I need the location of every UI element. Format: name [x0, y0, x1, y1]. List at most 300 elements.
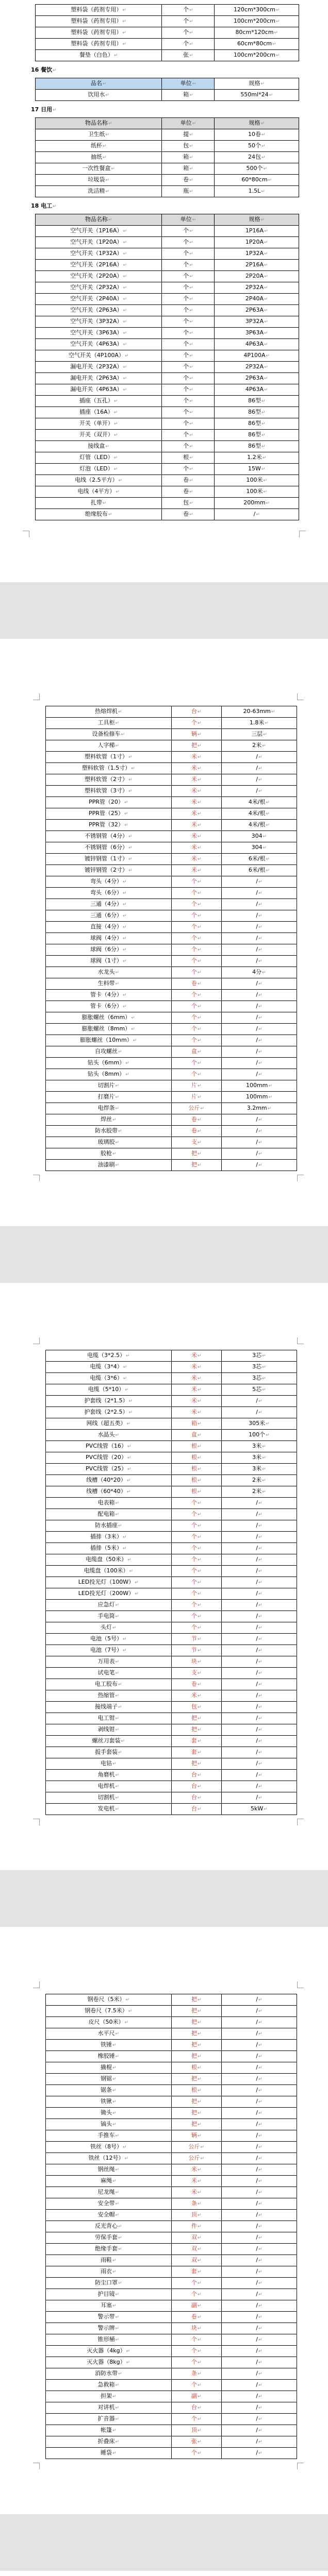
- unit-cell: 个 ↵: [162, 260, 215, 271]
- unit-cell: 个 ↵: [162, 226, 215, 237]
- unit-cell: 米 ↵: [171, 1384, 221, 1396]
- item-name-cell: 试电笔 ↵: [46, 1668, 172, 1679]
- table-row: [46, 2244, 297, 2255]
- table-row: [46, 2040, 297, 2051]
- item-name-cell: 塑料软管（2寸） ↵: [46, 774, 172, 786]
- unit-cell: 个 ↵: [171, 910, 221, 922]
- table-row: [46, 729, 297, 740]
- item-name-cell: 急救箱 ↵: [46, 2380, 172, 2391]
- item-name-cell: 插排（5米） ↵: [46, 1543, 172, 1554]
- item-name-cell: 锄头 ↵: [46, 2108, 172, 2119]
- unit-cell: 个 ↵: [162, 430, 215, 441]
- table-row: [46, 1362, 297, 1373]
- item-name-cell: 雨衣 ↵: [46, 2266, 172, 2278]
- spec-cell: / ↵: [221, 2051, 297, 2062]
- item-name-cell: 钢卷尺（7.5米） ↵: [46, 2006, 172, 2017]
- unit-cell: 套 ↵: [171, 1736, 221, 1747]
- item-name-cell: 油漆刷 ↵: [46, 1160, 172, 1171]
- table-row: [46, 1520, 297, 1532]
- spec-cell: / ↵: [221, 1148, 297, 1160]
- spec-cell: / ↵: [221, 1058, 297, 1069]
- unit-cell: 台 ↵: [171, 2402, 221, 2414]
- spec-cell: / ↵: [221, 876, 297, 888]
- item-name-cell: 三通（4分） ↵: [46, 899, 172, 910]
- unit-cell: 个 ↵: [162, 16, 215, 27]
- table-row: [46, 1012, 297, 1024]
- unit-cell: 个 ↵: [171, 1024, 221, 1035]
- unit-cell: 把 ↵: [171, 2108, 221, 2119]
- unit-cell: 个 ↵: [162, 362, 215, 373]
- table-row: [46, 2074, 297, 2085]
- table-row: [46, 1350, 297, 1362]
- item-name-cell: 塑料袋（药剂专用） ↵: [36, 39, 162, 50]
- table-row: [46, 774, 297, 786]
- unit-cell: 个 ↵: [171, 944, 221, 956]
- item-name-cell: 膨胀螺丝（6mm） ↵: [46, 1012, 172, 1024]
- spec-cell: / ↵: [221, 2402, 297, 2414]
- unit-cell: 节 ↵: [171, 1634, 221, 1645]
- spec-cell: 100个 ↵: [221, 1430, 297, 1441]
- item-name-cell: 不锈钢管（6分） ↵: [46, 842, 172, 854]
- spec-cell: / ↵: [221, 2380, 297, 2391]
- table-row: [46, 2210, 297, 2221]
- item-name-cell: 球阀（6分） ↵: [46, 944, 172, 956]
- spec-cell: 2P16A ↵: [215, 260, 299, 271]
- table-row: [46, 1092, 297, 1103]
- spec-cell: / ↵: [221, 2062, 297, 2074]
- spec-cell: / ↵: [221, 2448, 297, 2459]
- item-name-cell: 电焊机 ↵: [46, 1781, 172, 1792]
- spec-cell: / ↵: [221, 2040, 297, 2051]
- item-name-cell: 接线盒 ↵: [36, 441, 162, 452]
- unit-cell: 个 ↵: [171, 2289, 221, 2300]
- unit-cell: 支 ↵: [171, 1668, 221, 1679]
- table-row: [46, 1792, 297, 1804]
- spec-cell: 3米 ↵: [221, 1464, 297, 1475]
- item-name-cell: 绝缘手套 ↵: [46, 2244, 172, 2255]
- spec-cell: / ↵: [221, 1792, 297, 1804]
- table-row: [46, 1418, 297, 1430]
- item-name-cell: 塑料袋（药剂专用） ↵: [36, 5, 162, 16]
- unit-cell: 个 ↵: [171, 1622, 221, 1634]
- spec-cell: / ↵: [221, 1781, 297, 1792]
- unit-cell: 把 ↵: [171, 1160, 221, 1171]
- page-gap: [0, 1226, 328, 1283]
- item-name-cell: 线槽（60*40） ↵: [46, 1486, 172, 1498]
- item-name-cell: 电工胶布 ↵: [46, 1679, 172, 1690]
- table-row: [36, 441, 299, 452]
- page-corner-mark: [297, 1819, 304, 1825]
- table-row: [36, 316, 299, 328]
- spec-cell: 4米/根 ↵: [221, 808, 297, 820]
- unit-cell: 个 ↵: [171, 2357, 221, 2368]
- table-row: [46, 1566, 297, 1577]
- table-row: [46, 842, 297, 854]
- unit-cell: 瓶 ↵: [162, 186, 215, 197]
- spec-cell: / ↵: [221, 2108, 297, 2119]
- table-row: [36, 16, 299, 27]
- table-row: [46, 2391, 297, 2402]
- unit-cell: 箱 ↵: [171, 1418, 221, 1430]
- table-row: [46, 1758, 297, 1770]
- unit-cell: 张 ↵: [171, 2436, 221, 2448]
- spec-cell: 10卷 ↵: [215, 129, 299, 141]
- unit-cell: 个 ↵: [162, 441, 215, 452]
- table-row: [46, 2289, 297, 2300]
- item-name-cell: 镐头 ↵: [46, 2119, 172, 2130]
- unit-cell: 米 ↵: [171, 797, 221, 808]
- unit-cell: 把 ↵: [171, 2096, 221, 2108]
- unit-cell: 台 ↵: [171, 1804, 221, 1815]
- item-name-cell: 电线（2.5平方） ↵: [36, 475, 162, 486]
- item-name-cell: 灭火器（8kg） ↵: [46, 2357, 172, 2368]
- item-name-cell: 开关（单开） ↵: [36, 418, 162, 430]
- spec-cell: 60*80cm ↵: [215, 175, 299, 186]
- item-table: [35, 78, 299, 101]
- spec-cell: / ↵: [221, 2266, 297, 2278]
- item-name-cell: 配电箱 ↵: [46, 1509, 172, 1520]
- spec-cell: 5kW ↵: [221, 1804, 297, 1815]
- unit-cell: 米 ↵: [171, 763, 221, 774]
- unit-cell: 个 ↵: [171, 1498, 221, 1509]
- item-name-cell: 接线端子 ↵: [46, 1702, 172, 1713]
- item-name-cell: 线槽（40*20） ↵: [46, 1475, 172, 1486]
- item-name-cell: 镀锌钢管（2寸） ↵: [46, 865, 172, 876]
- table-row: [36, 260, 299, 271]
- unit-cell: 个 ↵: [171, 1611, 221, 1622]
- unit-cell: 卷 ↵: [162, 175, 215, 186]
- item-name-cell: 抽纸 ↵: [36, 152, 162, 163]
- unit-cell: 张 ↵: [162, 50, 215, 61]
- spec-cell: 1P20A ↵: [215, 237, 299, 248]
- item-name-cell: 塑料软管（1.5寸） ↵: [46, 763, 172, 774]
- unit-cell: 个 ↵: [162, 294, 215, 305]
- spec-cell: / ↵: [221, 1645, 297, 1656]
- item-name-cell: PPR管（25） ↵: [46, 808, 172, 820]
- table-row: [46, 2402, 297, 2414]
- table-row: [46, 752, 297, 763]
- spec-cell: 1.2米 ↵: [215, 452, 299, 464]
- item-name-cell: 麻绳 ↵: [46, 2176, 172, 2187]
- table-row: [46, 1611, 297, 1622]
- unit-cell: 米 ↵: [171, 865, 221, 876]
- spec-cell: 86型 ↵: [215, 396, 299, 407]
- item-name-cell: 应急灯 ↵: [46, 1600, 172, 1611]
- unit-cell: 箱 ↵: [162, 90, 215, 101]
- spec-cell: 15W ↵: [215, 464, 299, 475]
- unit-cell: 把 ↵: [171, 2051, 221, 2062]
- unit-cell: 条 ↵: [171, 2198, 221, 2210]
- spec-cell: 86型 ↵: [215, 430, 299, 441]
- item-name-cell: 劳保手套 ↵: [46, 2232, 172, 2244]
- page-content: [0, 0, 328, 520]
- unit-cell: 顶 ↵: [171, 2425, 221, 2436]
- table-row: [36, 486, 299, 498]
- table-row: [36, 163, 299, 175]
- spec-cell: 6米/根 ↵: [221, 865, 297, 876]
- unit-cell: 台 ↵: [171, 1770, 221, 1781]
- item-name-cell: 直接（4分） ↵: [46, 922, 172, 933]
- spec-cell: 86型 ↵: [215, 418, 299, 430]
- item-name-cell: 漏电开关（2P32A） ↵: [36, 362, 162, 373]
- item-name-cell: 雨鞋 ↵: [46, 2255, 172, 2266]
- spec-cell: / ↵: [221, 1588, 297, 1600]
- unit-cell: 个 ↵: [162, 418, 215, 430]
- table-row: [46, 865, 297, 876]
- unit-cell: 个 ↵: [171, 1554, 221, 1566]
- table-row: [46, 2187, 297, 2198]
- table-row: [36, 396, 299, 407]
- item-name-cell: 空气开关（2P32A） ↵: [36, 282, 162, 294]
- unit-cell: 米 ↵: [171, 752, 221, 763]
- table-row: [46, 2006, 297, 2017]
- item-name-cell: 警示带 ↵: [46, 2312, 172, 2323]
- unit-cell: 辆 ↵: [171, 729, 221, 740]
- item-name-cell: 塑料袋（药剂专用） ↵: [36, 16, 162, 27]
- item-name-cell: 警示牌 ↵: [46, 2323, 172, 2334]
- spec-cell: / ↵: [221, 990, 297, 1001]
- table-row: [46, 786, 297, 797]
- spec-cell: 3米 ↵: [221, 1452, 297, 1464]
- item-name-cell: 扳手套装 ↵: [46, 1747, 172, 1758]
- spec-cell: 100mm ↵: [221, 1092, 297, 1103]
- unit-cell: 个 ↵: [171, 2346, 221, 2357]
- table-row: [46, 933, 297, 944]
- table-row: [46, 1396, 297, 1407]
- spec-cell: / ↵: [221, 2312, 297, 2323]
- unit-cell: 块 ↵: [171, 2323, 221, 2334]
- unit-cell: 个 ↵: [162, 248, 215, 260]
- table-row: [46, 2414, 297, 2425]
- spec-cell: 2P32A ↵: [215, 362, 299, 373]
- table-row: [46, 1577, 297, 1588]
- spec-cell: 4米/根 ↵: [221, 797, 297, 808]
- page-corner-mark: [297, 1175, 304, 1181]
- spec-cell: 2P40A ↵: [215, 294, 299, 305]
- table-row: [46, 797, 297, 808]
- item-name-cell: 扎带 ↵: [36, 498, 162, 509]
- item-table: [35, 117, 299, 197]
- page-corner-mark: [297, 1981, 304, 1988]
- page-corner-mark: [297, 2463, 304, 2469]
- spec-cell: 4P100A ↵: [215, 350, 299, 362]
- item-name-cell: 折叠床 ↵: [46, 2436, 172, 2448]
- unit-cell: 米 ↵: [171, 842, 221, 854]
- unit-cell: 把 ↵: [171, 740, 221, 752]
- item-name-cell: 垃圾袋 ↵: [36, 175, 162, 186]
- item-name-cell: 工具柜 ↵: [46, 718, 172, 729]
- unit-cell: 个 ↵: [162, 464, 215, 475]
- unit-cell: 米 ↵: [171, 820, 221, 831]
- spec-cell: 80cm*120cm ↵: [215, 27, 299, 39]
- spec-cell: / ↵: [221, 2300, 297, 2312]
- unit-cell: 把 ↵: [171, 2028, 221, 2040]
- table-row: [36, 50, 299, 61]
- item-name-cell: 空气开关（2P63A） ↵: [36, 305, 162, 316]
- item-name-cell: LED投光灯（100W） ↵: [46, 1577, 172, 1588]
- spec-cell: / ↵: [221, 2187, 297, 2198]
- item-name-cell: 塑料袋（药剂专用） ↵: [36, 27, 162, 39]
- spec-cell: / ↵: [221, 1566, 297, 1577]
- item-name-cell: 水平尺 ↵: [46, 2028, 172, 2040]
- item-name-cell: 空气开关（2P20A） ↵: [36, 271, 162, 282]
- table-row: [36, 294, 299, 305]
- item-name-cell: 剥线钳 ↵: [46, 1724, 172, 1736]
- table-row: [46, 1001, 297, 1012]
- spec-cell: / ↵: [221, 1611, 297, 1622]
- item-name-cell: 头灯 ↵: [46, 1622, 172, 1634]
- item-name-cell: 电钻 ↵: [46, 1758, 172, 1770]
- unit-cell: 个 ↵: [171, 1058, 221, 1069]
- page-corner-mark: [33, 1337, 40, 1344]
- item-name-cell: 电缆（5*10） ↵: [46, 1384, 172, 1396]
- spec-cell: / ↵: [221, 2142, 297, 2153]
- page-corner-mark: [33, 1981, 40, 1988]
- spec-cell: / ↵: [221, 1770, 297, 1781]
- spec-cell: / ↵: [221, 1758, 297, 1770]
- spec-cell: / ↵: [221, 1532, 297, 1543]
- table-row: [36, 152, 299, 163]
- item-name-cell: 对讲机 ↵: [46, 2402, 172, 2414]
- unit-cell: 根 ↵: [171, 1475, 221, 1486]
- spec-cell: / ↵: [221, 1407, 297, 1418]
- table-row: [36, 362, 299, 373]
- item-name-cell: 安全帽 ↵: [46, 2210, 172, 2221]
- unit-cell: 米 ↵: [171, 786, 221, 797]
- unit-cell: 节 ↵: [171, 1645, 221, 1656]
- table-row: [46, 910, 297, 922]
- spec-cell: 6米/根 ↵: [221, 854, 297, 865]
- unit-cell: 个 ↵: [171, 899, 221, 910]
- unit-cell: 米 ↵: [171, 831, 221, 842]
- spec-cell: / ↵: [221, 1736, 297, 1747]
- unit-cell: 台 ↵: [171, 1781, 221, 1792]
- item-name-cell: 水龙头 ↵: [46, 967, 172, 978]
- spec-cell: / ↵: [221, 2232, 297, 2244]
- item-name-cell: 灯泡（LED） ↵: [36, 464, 162, 475]
- spec-cell: / ↵: [221, 1724, 297, 1736]
- unit-cell: 盒 ↵: [171, 1430, 221, 1441]
- item-name-cell: 护套线（2*2.5） ↵: [46, 1407, 172, 1418]
- spec-cell: 2米 ↵: [221, 1486, 297, 1498]
- unit-cell: 个 ↵: [171, 1543, 221, 1554]
- table-row: [46, 1024, 297, 1035]
- spec-cell: / ↵: [221, 2119, 297, 2130]
- spec-cell: 100mm ↵: [221, 1080, 297, 1092]
- spec-cell: / ↵: [221, 2368, 297, 2380]
- table-row: [36, 407, 299, 418]
- item-name-cell: 万用表 ↵: [46, 1656, 172, 1668]
- table-row: [46, 1600, 297, 1611]
- table-row: [46, 2028, 297, 2040]
- spec-cell: 2P63A ↵: [215, 373, 299, 384]
- table-row: [46, 1634, 297, 1645]
- table-row: [36, 509, 299, 520]
- unit-cell: 卷 ↵: [171, 978, 221, 990]
- item-name-cell: 插座（五孔） ↵: [36, 396, 162, 407]
- table-row: [36, 339, 299, 350]
- table-row: [46, 1554, 297, 1566]
- unit-cell: 卷 ↵: [171, 2312, 221, 2323]
- page-corner-mark: [33, 1175, 40, 1181]
- table-row: [46, 1532, 297, 1543]
- spec-cell: / ↵: [221, 1520, 297, 1532]
- item-name-cell: 人字梯 ↵: [46, 740, 172, 752]
- table-row: [36, 5, 299, 16]
- spec-cell: / ↵: [221, 1396, 297, 1407]
- spec-cell: / ↵: [221, 2244, 297, 2255]
- spec-cell: / ↵: [221, 2006, 297, 2017]
- spec-cell: / ↵: [221, 1713, 297, 1724]
- spec-cell: / ↵: [221, 2164, 297, 2176]
- unit-cell: 套 ↵: [171, 2266, 221, 2278]
- spec-cell: / ↵: [221, 1114, 297, 1126]
- spec-cell: / ↵: [221, 786, 297, 797]
- unit-cell: 个 ↵: [171, 2380, 221, 2391]
- unit-cell: 把 ↵: [171, 2074, 221, 2085]
- item-name-cell: 洗洁精 ↵: [36, 186, 162, 197]
- item-name-cell: 手电筒 ↵: [46, 1611, 172, 1622]
- spec-cell: / ↵: [221, 2346, 297, 2357]
- table-row: [36, 430, 299, 441]
- table-row: [46, 2051, 297, 2062]
- item-name-cell: 护目镜 ↵: [46, 2289, 172, 2300]
- table-row: [46, 854, 297, 865]
- spec-cell: 2米 ↵: [221, 1475, 297, 1486]
- item-name-cell: 防尘口罩 ↵: [46, 2278, 172, 2289]
- spec-cell: / ↵: [221, 1543, 297, 1554]
- table-row: [36, 248, 299, 260]
- item-name-cell: 三通（6分） ↵: [46, 910, 172, 922]
- spec-cell: / ↵: [221, 1126, 297, 1137]
- column-header: 品名 ↵: [36, 78, 162, 90]
- unit-cell: 个 ↵: [162, 328, 215, 339]
- spec-cell: / ↵: [221, 2130, 297, 2142]
- page-content: [0, 639, 328, 1171]
- unit-cell: 米 ↵: [171, 808, 221, 820]
- table-row: [46, 2096, 297, 2108]
- item-name-cell: 电缆盘（50米） ↵: [46, 1554, 172, 1566]
- spec-cell: / ↵: [221, 752, 297, 763]
- item-name-cell: 螺丝刀套装 ↵: [46, 1736, 172, 1747]
- table-row: [46, 1645, 297, 1656]
- table-row: [46, 2085, 297, 2096]
- unit-cell: 包 ↵: [171, 1702, 221, 1713]
- spec-cell: / ↵: [221, 1554, 297, 1566]
- table-row: [46, 888, 297, 899]
- unit-cell: 套 ↵: [171, 1747, 221, 1758]
- item-name-cell: 玻璃胶 ↵: [46, 1137, 172, 1148]
- spec-cell: / ↵: [221, 1600, 297, 1611]
- unit-cell: 米 ↵: [171, 2187, 221, 2198]
- page-corner-mark: [33, 693, 40, 700]
- item-name-cell: 铁锤 ↵: [46, 2040, 172, 2051]
- spec-cell: 500个 ↵: [215, 163, 299, 175]
- spec-cell: 60cm*80cm ↵: [215, 39, 299, 50]
- page-corner-mark: [299, 531, 306, 537]
- unit-cell: 米 ↵: [171, 854, 221, 865]
- spec-cell: 305米 ↵: [221, 1418, 297, 1430]
- unit-cell: 片 ↵: [171, 1092, 221, 1103]
- table-row: [46, 2062, 297, 2074]
- page: [0, 2571, 328, 2576]
- item-table: [35, 4, 299, 61]
- spec-cell: / ↵: [221, 933, 297, 944]
- page-content: [0, 2571, 328, 2576]
- table-row: [46, 808, 297, 820]
- unit-cell: 个 ↵: [171, 990, 221, 1001]
- unit-cell: 个 ↵: [171, 876, 221, 888]
